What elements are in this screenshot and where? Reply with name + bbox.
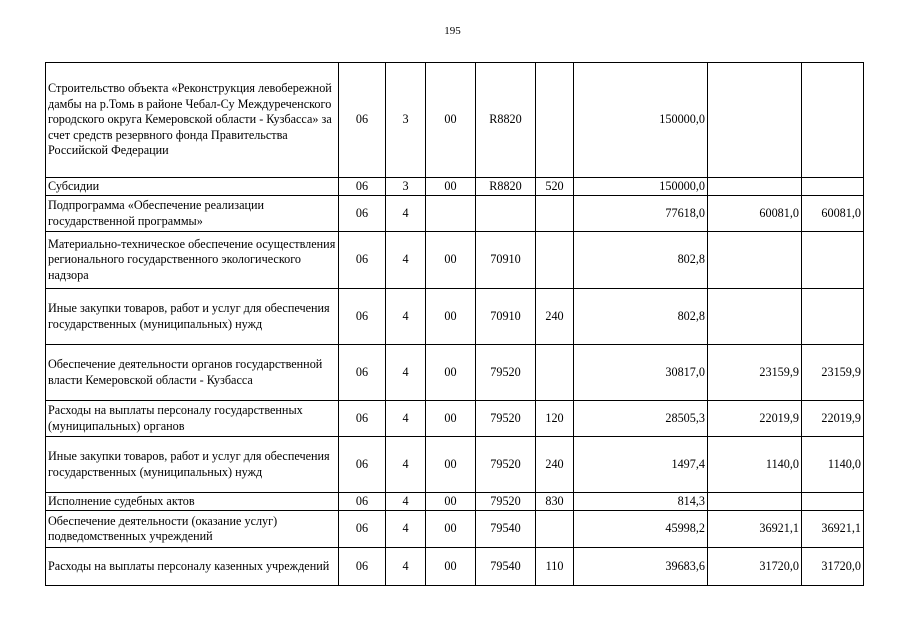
expense-item-name: Субсидии — [46, 178, 339, 196]
subprogram-code — [426, 196, 476, 232]
amount-year-3: 31720,0 — [802, 548, 864, 586]
direction-code: 70910 — [476, 232, 536, 289]
amount-year-3: 23159,9 — [802, 345, 864, 401]
budget-table-body — [46, 63, 864, 586]
subprogram-code: 00 — [426, 437, 476, 493]
table-row — [46, 437, 864, 493]
program-code: 4 — [386, 437, 426, 493]
expense-item-name: Иные закупки товаров, работ и услуг для обеспечения государственных (муниципальных) нужд — [46, 289, 339, 345]
amount-year-1: 802,8 — [574, 232, 708, 289]
section-code: 06 — [339, 401, 386, 437]
table-row — [46, 401, 864, 437]
amount-year-2 — [708, 232, 802, 289]
subprogram-code: 00 — [426, 401, 476, 437]
direction-code: 79540 — [476, 511, 536, 548]
amount-year-2 — [708, 178, 802, 196]
program-code: 4 — [386, 289, 426, 345]
expense-item-name: Иные закупки товаров, работ и услуг для обеспечения государственных (муниципальных) нужд — [46, 437, 339, 493]
section-code: 06 — [339, 345, 386, 401]
amount-year-2: 60081,0 — [708, 196, 802, 232]
amount-year-2: 36921,1 — [708, 511, 802, 548]
amount-year-1: 802,8 — [574, 289, 708, 345]
section-code: 06 — [339, 232, 386, 289]
program-code: 4 — [386, 345, 426, 401]
program-code: 4 — [386, 493, 426, 511]
direction-code: R8820 — [476, 63, 536, 178]
expense-item-name: Строительство объекта «Реконструкция левобережной дамбы на р.Томь в районе Чебал-Су Междуреченского городского округа Кемеровской области - Кузбасса» за счет средств резервного фонда Правительства Российской Федерации — [46, 63, 339, 178]
amount-year-3 — [802, 178, 864, 196]
direction-code: 79520 — [476, 437, 536, 493]
program-code: 4 — [386, 401, 426, 437]
direction-code: R8820 — [476, 178, 536, 196]
amount-year-2 — [708, 63, 802, 178]
section-code: 06 — [339, 289, 386, 345]
section-code: 06 — [339, 437, 386, 493]
direction-code: 70910 — [476, 289, 536, 345]
amount-year-3 — [802, 232, 864, 289]
expense-item-name: Материально-техническое обеспечение осуществления регионального государственного экологического надзора — [46, 232, 339, 289]
amount-year-1: 28505,3 — [574, 401, 708, 437]
expense-type-code — [536, 345, 574, 401]
page-number: 195 — [444, 25, 461, 37]
program-code: 4 — [386, 232, 426, 289]
subprogram-code: 00 — [426, 345, 476, 401]
subprogram-code: 00 — [426, 232, 476, 289]
table-row — [46, 548, 864, 586]
amount-year-1: 150000,0 — [574, 178, 708, 196]
amount-year-3: 36921,1 — [802, 511, 864, 548]
expense-item-name: Обеспечение деятельности органов государственной власти Кемеровской области - Кузбасса — [46, 345, 339, 401]
subprogram-code: 00 — [426, 289, 476, 345]
direction-code: 79540 — [476, 548, 536, 586]
subprogram-code: 00 — [426, 493, 476, 511]
table-row — [46, 63, 864, 178]
budget-table — [45, 62, 864, 586]
program-code: 4 — [386, 548, 426, 586]
table-row — [46, 289, 864, 345]
program-code: 3 — [386, 63, 426, 178]
amount-year-1: 77618,0 — [574, 196, 708, 232]
table-row — [46, 493, 864, 511]
expense-type-code: 240 — [536, 437, 574, 493]
table-row — [46, 232, 864, 289]
subprogram-code: 00 — [426, 511, 476, 548]
amount-year-3: 22019,9 — [802, 401, 864, 437]
program-code: 4 — [386, 511, 426, 548]
subprogram-code: 00 — [426, 178, 476, 196]
table-row — [46, 196, 864, 232]
amount-year-2: 22019,9 — [708, 401, 802, 437]
amount-year-2: 31720,0 — [708, 548, 802, 586]
expense-type-code: 520 — [536, 178, 574, 196]
expense-type-code: 120 — [536, 401, 574, 437]
subprogram-code: 00 — [426, 63, 476, 178]
amount-year-1: 30817,0 — [574, 345, 708, 401]
expense-item-name: Расходы на выплаты персоналу казенных учреждений — [46, 548, 339, 586]
amount-year-3: 1140,0 — [802, 437, 864, 493]
amount-year-3 — [802, 289, 864, 345]
direction-code: 79520 — [476, 493, 536, 511]
amount-year-1: 45998,2 — [574, 511, 708, 548]
amount-year-2 — [708, 289, 802, 345]
direction-code — [476, 196, 536, 232]
section-code: 06 — [339, 493, 386, 511]
expense-type-code: 830 — [536, 493, 574, 511]
expense-item-name: Подпрограмма «Обеспечение реализации государственной программы» — [46, 196, 339, 232]
expense-type-code — [536, 511, 574, 548]
table-row — [46, 178, 864, 196]
section-code: 06 — [339, 63, 386, 178]
direction-code: 79520 — [476, 345, 536, 401]
amount-year-3 — [802, 493, 864, 511]
direction-code: 79520 — [476, 401, 536, 437]
amount-year-1: 150000,0 — [574, 63, 708, 178]
amount-year-1: 1497,4 — [574, 437, 708, 493]
amount-year-3 — [802, 63, 864, 178]
program-code: 4 — [386, 196, 426, 232]
section-code: 06 — [339, 548, 386, 586]
amount-year-1: 39683,6 — [574, 548, 708, 586]
expense-type-code: 240 — [536, 289, 574, 345]
amount-year-2 — [708, 493, 802, 511]
expense-type-code — [536, 63, 574, 178]
expense-type-code: 110 — [536, 548, 574, 586]
section-code: 06 — [339, 196, 386, 232]
table-row — [46, 345, 864, 401]
section-code: 06 — [339, 511, 386, 548]
expense-type-code — [536, 196, 574, 232]
expense-type-code — [536, 232, 574, 289]
section-code: 06 — [339, 178, 386, 196]
subprogram-code: 00 — [426, 548, 476, 586]
expense-item-name: Расходы на выплаты персоналу государственных (муниципальных) органов — [46, 401, 339, 437]
amount-year-2: 1140,0 — [708, 437, 802, 493]
program-code: 3 — [386, 178, 426, 196]
expense-item-name: Исполнение судебных актов — [46, 493, 339, 511]
expense-item-name: Обеспечение деятельности (оказание услуг) подведомственных учреждений — [46, 511, 339, 548]
amount-year-2: 23159,9 — [708, 345, 802, 401]
table-row — [46, 511, 864, 548]
amount-year-3: 60081,0 — [802, 196, 864, 232]
amount-year-1: 814,3 — [574, 493, 708, 511]
